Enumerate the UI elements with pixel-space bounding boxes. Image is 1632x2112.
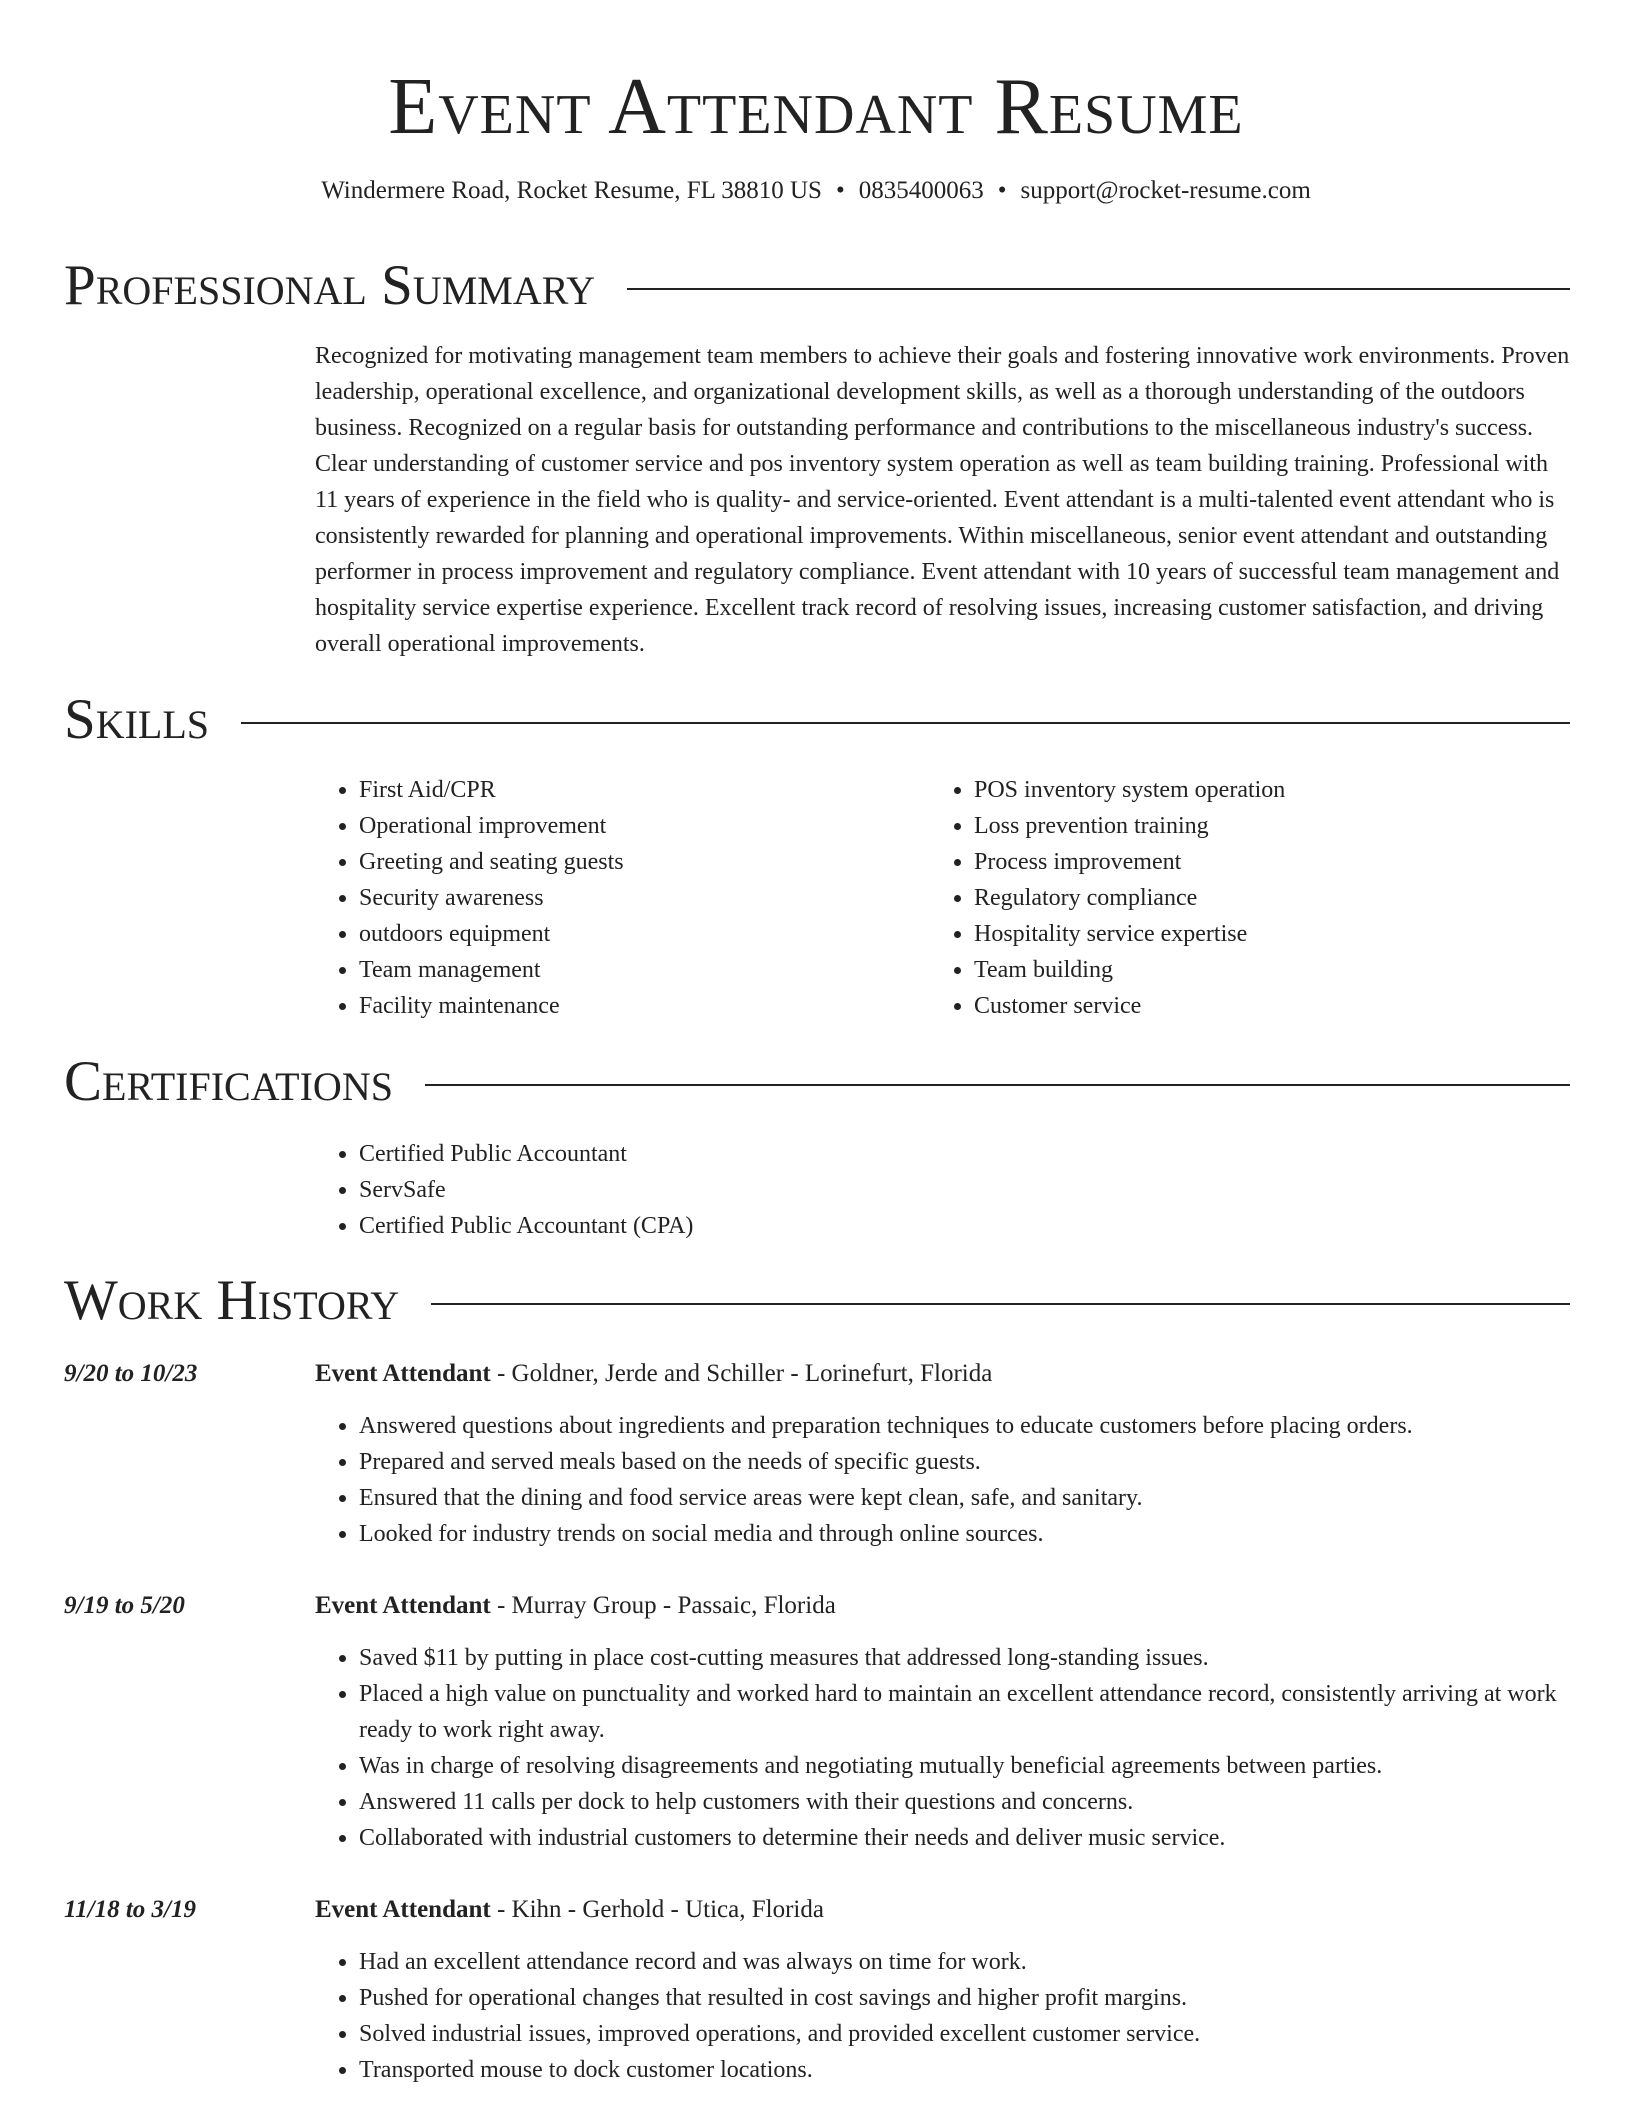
job-duties [315,1944,1571,2088]
separator: • [835,177,845,204]
skill-item: • First Aid/CPR [359,772,915,808]
duty-item: • Looked for industry trends on social media and through online sources. [359,1516,1571,1552]
section-heading: Work History [64,1269,400,1332]
section-heading: Certifications [64,1050,393,1113]
duty-item: • Solved industrial issues, improved operations, and provided excellent customer service. [359,2016,1571,2052]
duty-item: • Collaborated with industrial customers to determine their needs and deliver music service. [359,1820,1571,1856]
duty-item: • Transported mouse to dock customer locations. [359,2052,1571,2088]
job-dates: 9/19 to 5/20 [64,1592,185,1619]
separator: • [997,177,1007,204]
contact-line [0,173,1632,209]
section-heading: Professional Summary [64,254,596,317]
job-dates: 11/18 to 3/19 [64,1896,196,1923]
duty-item: • Ensured that the dining and food service areas were kept clean, safe, and sanitary. [359,1480,1571,1516]
section-divider [425,1084,1570,1086]
page-title: Event Attendant Resume [388,63,1244,151]
job-role: Event Attendant [315,1896,491,1923]
skill-item: • Security awareness [359,880,915,916]
job-role: Event Attendant [315,1592,491,1619]
duty-item: • Had an excellent attendance record and was always on time for work. [359,1944,1571,1980]
skill-item: • Facility maintenance [359,988,915,1024]
skills-section-header [64,688,1570,752]
skill-item: • outdoors equipment [359,916,915,952]
section-divider [627,288,1570,290]
skills-list-right [930,772,1530,1024]
skills-list-left [315,772,915,1024]
certifications-list [315,1136,1215,1244]
skill-item: • Greeting and seating guests [359,844,915,880]
job-employer: - Kihn - Gerhold - Utica, Florida [496,1896,824,1923]
skill-item: • POS inventory system operation [974,772,1530,808]
summary-text: Recognized for motivating management team members to achieve their goals and fostering innovative work environments. Proven leadership, operational excellence, and organizational development skills, as well as a thorough understanding of the outdoors business. Recognized on a regular basis for outstanding performance and contributions to the miscellaneous industry's success. Clear understanding of customer service and pos inventory system operation as well as team building training. Professional with 11 years of experience in the field who is quality- and service-oriented. Event attendant is a multi-talented event attendant who is consistently rewarded for planning and operational improvements. Within miscellaneous, senior event attendant and outstanding performer in process improvement and regulatory compliance. Event attendant with 10 years of successful team management and hospitality service expertise experience. Excellent track record of resolving issues, increasing customer satisfaction, and driving overall operational improvements. [315,343,1570,657]
summary-section-header [64,254,1570,318]
duty-item: • Answered 11 calls per dock to help customers with their questions and concerns. [359,1784,1571,1820]
job-heading [315,1892,1571,1928]
job-employer: - Goldner, Jerde and Schiller - Lorinefurt, Florida [496,1360,993,1387]
certification-item: • Certified Public Accountant (CPA) [359,1208,1215,1244]
skill-item: • Regulatory compliance [974,880,1530,916]
certifications-section-header [64,1050,1570,1114]
certification-item: • ServSafe [359,1172,1215,1208]
skill-item: • Team management [359,952,915,988]
duty-item: • Placed a high value on punctuality and worked hard to maintain an excellent attendance record, consistently arriving at work ready to work right away. [359,1676,1571,1748]
section-divider [431,1303,1570,1305]
job-heading [315,1356,1571,1392]
skill-item: • Operational improvement [359,808,915,844]
job-heading [315,1588,1571,1624]
skill-item: • Process improvement [974,844,1530,880]
duty-item: • Prepared and served meals based on the needs of specific guests. [359,1444,1571,1480]
work-history-section-header [64,1269,1570,1333]
skill-item: • Team building [974,952,1530,988]
duty-item: • Was in charge of resolving disagreements and negotiating mutually beneficial agreements between parties. [359,1748,1571,1784]
skill-item: • Customer service [974,988,1530,1024]
email: support@rocket-resume.com [1020,177,1311,204]
phone: 0835400063 [858,177,984,204]
certification-item: • Certified Public Accountant [359,1136,1215,1172]
job-role: Event Attendant [315,1360,491,1387]
job-dates: 9/20 to 10/23 [64,1360,198,1387]
section-heading: Skills [64,688,210,751]
duty-item: • Answered questions about ingredients and preparation techniques to educate customers before placing orders. [359,1408,1571,1444]
job-employer: - Murray Group - Passaic, Florida [496,1592,836,1619]
duty-item: • Pushed for operational changes that resulted in cost savings and higher profit margins. [359,1980,1571,2016]
skill-item: • Loss prevention training [974,808,1530,844]
section-divider [241,722,1570,724]
duty-item: • Saved $11 by putting in place cost-cutting measures that addressed long-standing issues. [359,1640,1571,1676]
job-duties [315,1640,1571,1856]
address: Windermere Road, Rocket Resume, FL 38810 US [321,177,822,204]
job-duties [315,1408,1571,1552]
skill-item: • Hospitality service expertise [974,916,1530,952]
